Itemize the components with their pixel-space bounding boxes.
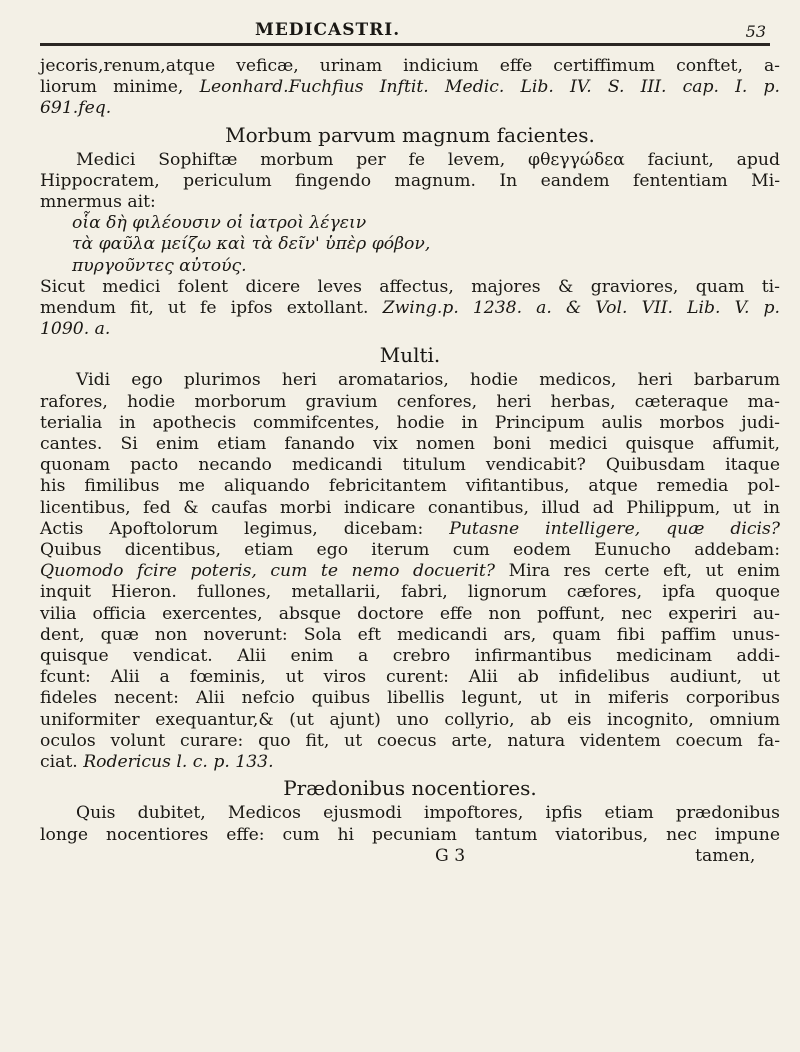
catchword: tamen,: [695, 845, 756, 866]
greek-verse: τὰ φαῦλα μείζω καὶ τὰ δεῖν' ὑπὲρ φόβον,: [72, 234, 431, 255]
text-line: terialia in apothecis commifcentes, hodie in Principum aulis morbos judi-: [40, 412, 780, 433]
section-heading: Morbum parvum magnum facientes.: [225, 122, 595, 147]
greek-verse: οἷα δὴ φιλέουσιν οἱ ἰατροὶ λέγειν: [72, 213, 367, 234]
text-line: longe nocentiores effe: cum hi pecuniam tantum viatoribus, nec impune: [40, 824, 780, 845]
text-fragment: liorum minime,: [40, 77, 200, 98]
text-line: inquit Hieron. fullones, metallarii, fabri, lignorum cæfores, ipfa quoque: [40, 582, 780, 603]
text-line: fideles necent: Alii nefcio quibus libellis legunt, ut in miferis corporibus: [40, 688, 780, 709]
citation: Leonhard.Fuchfius Inftit. Medic. Lib. IV. S. III. cap. I. p.: [199, 77, 780, 98]
text-line: [40, 77, 780, 98]
text-line: vilia officia exercentes, absque doctore effe non poffunt, nec experiri au-: [40, 603, 780, 624]
text-line: cantes. Si enim etiam fanando vix nomen boni medici quisque affumit,: [40, 434, 780, 455]
text-line: jecoris,renum,atque veficæ, urinam indicium effe certiffimum conftet, a-: [40, 56, 780, 76]
signature-line: [40, 846, 780, 867]
page-number: 53: [745, 22, 766, 41]
text-line: licentibus, fed & caufas morbi indicare conantibus, illud ad Philippum, ut in: [40, 497, 780, 518]
greek-verse: πυργοῦντες αὐτούς.: [72, 255, 247, 276]
text-line: mnermus ait:: [40, 192, 156, 213]
text-line: rafores, hodie morborum gravium cenfores, heri herbas, cæteraque ma-: [40, 391, 780, 412]
citation-continued: 1090. a.: [40, 319, 111, 340]
text-fragment: mendum fit, ut fe ipfos extollant.: [40, 298, 369, 319]
text-line: Medici Sophiftæ morbum per fe levem, φθεγγώδεα faciunt, apud: [76, 149, 780, 170]
text-line: [40, 561, 780, 582]
text-line: uniformiter exequantur,& (ut ajunt) uno collyrio, ab eis incognito, omnium: [40, 709, 780, 730]
text-line: oculos volunt curare: quo fit, ut coecus arte, natura videntem coecum fa-: [40, 730, 780, 751]
section-heading: Prædonibus nocentiores.: [283, 776, 537, 801]
text-line: quonam pacto necando medicandi titulum vendicabit? Quibusdam itaque: [40, 455, 780, 476]
text-line: [40, 519, 780, 540]
text-fragment: Actis Apoftolorum legimus, dicebam:: [40, 518, 424, 539]
quotation: Quomodo fcire poteris, cum te nemo docuerit?: [40, 561, 496, 582]
section-heading: Multi.: [379, 343, 441, 368]
text-line: Vidi ego plurimos heri aromatarios, hodie medicos, heri barbarum: [76, 370, 780, 391]
text-line: [40, 752, 780, 773]
citation-continued: 691.feq.: [40, 98, 112, 119]
text-fragment: Mira res certe eft, ut enim: [508, 561, 781, 582]
citation: Zwing.p. 1238. a. & Vol. VII. Lib. V. p.: [382, 298, 780, 319]
text-line: Hippocratem, periculum fingendo magnum. In eandem fententiam Mi-: [40, 170, 780, 191]
text-line: Sicut medici folent dicere leves affectus, majores & graviores, quam ti-: [40, 276, 780, 297]
text-line: Quis dubitet, Medicos ejusmodi impoftores, ipfis etiam prædonibus: [76, 803, 780, 824]
citation: Rodericus l. c. p. 133.: [83, 752, 274, 773]
running-title: MEDICASTRI.: [255, 20, 401, 40]
text-fragment: ciat.: [40, 752, 78, 773]
text-line: Quibus dicentibus, etiam ego iterum cum eodem Eunucho addebam:: [40, 540, 780, 561]
quotation: Putasne intelligere, quæ dicis?: [449, 518, 780, 539]
text-line: his fimilibus me aliquando febricitantem vifitantibus, atque remedia pol-: [40, 476, 780, 497]
text-line: quisque vendicat. Alii enim a crebro infirmantibus medicinam addi-: [40, 646, 780, 667]
text-line: fcunt: Alii a fœminis, ut viros curent: Alii ab infidelibus audiunt, ut: [40, 667, 780, 688]
text-line: [40, 298, 780, 319]
page-header: [40, 18, 770, 46]
signature-mark: G 3: [435, 845, 466, 866]
header-rule: [40, 43, 770, 46]
body-text: [40, 56, 780, 867]
text-line: dent, quæ non noverunt: Sola eft medicandi ars, quam fibi paffim unus-: [40, 624, 780, 645]
